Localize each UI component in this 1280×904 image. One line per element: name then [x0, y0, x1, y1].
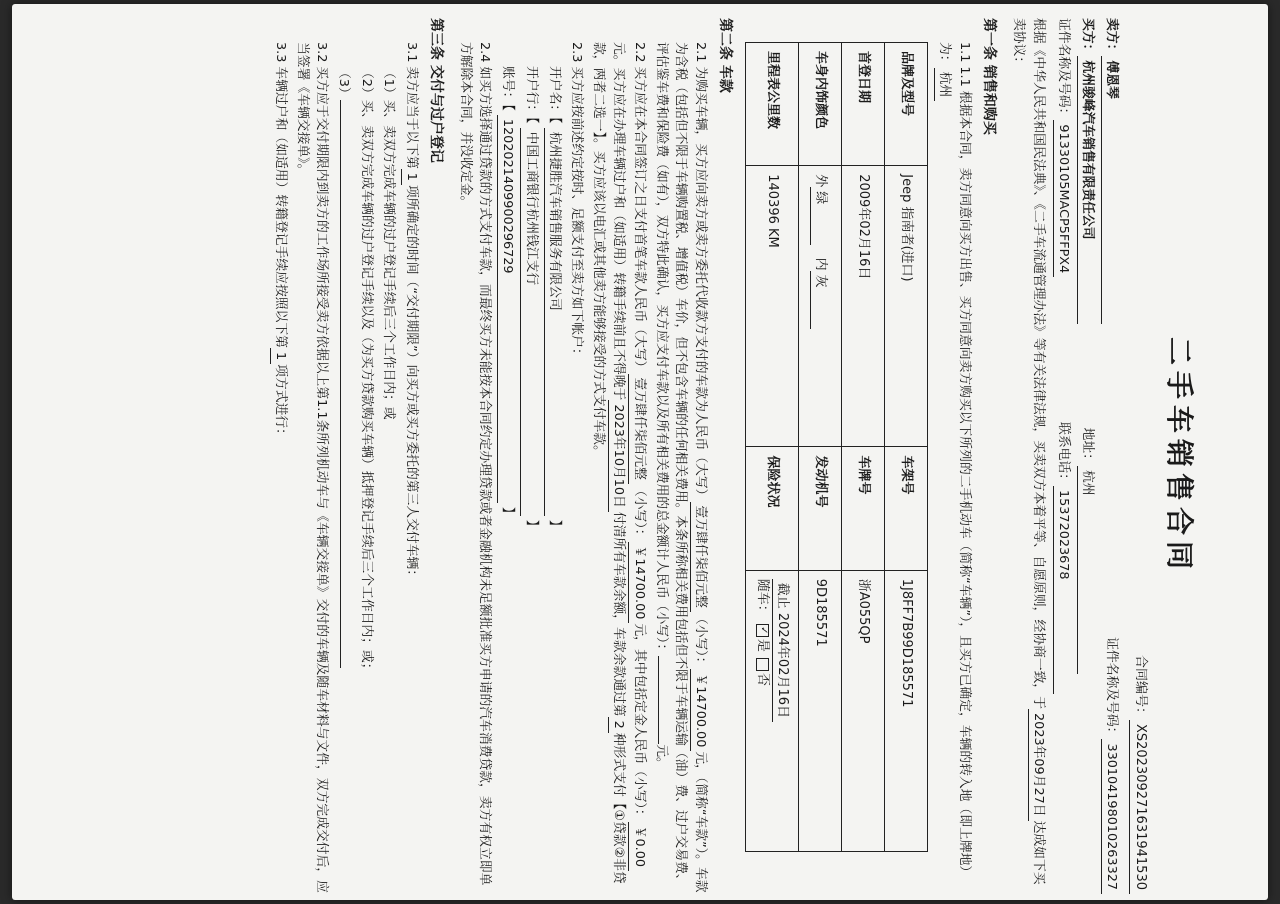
clause-3-1-option-2: （2）买、卖双方完成车辆的过户登记手续以及（为买方贷款购买车辆）抵押登记手续后三个工作日内；或； — [358, 66, 374, 676]
contract-document — [40, 18, 1200, 894]
clause-2-4: 2.4 如买方选择通过贷款的方式支付车款，而最终买方未能按本合同约定办理贷款或者金融机构未足额批准买方申请的汽车消费贷款，卖方有权立即单方解除本合同，并没收定金。 — [458, 42, 493, 886]
clause-2-3: 2.3 买方应按前述约定按时、足额支付至卖方如下帐户： — [569, 42, 585, 361]
article-2-title: 第二条 车款 — [717, 18, 734, 93]
vehicle-mileage: 140396 KM — [746, 166, 799, 447]
vehicle-color: 外绿 内灰 — [799, 166, 842, 447]
account-number-row: 账号：【 1202021409900296729 】 — [497, 18, 517, 894]
vehicle-info-table: 品牌及型号 Jeep 指南者(进口) 车架号 1J8FF7B99D185571 首登日期 2009年02月16日 车牌号 浙A055QP 车身内饰颜色 外绿 内灰 发动机号 9D185571 里程表公里数 140396 KM 保险状况 截止 2024年02月16日 随车： ✓是 否 — [745, 42, 928, 852]
buyer-row: 买方：杭州骏峰汽车销售有限责任公司 地址：杭州 — [1075, 18, 1099, 894]
clause-3-3: 3.3 车辆过户和（如适用）转籍登记手续应按照以下第1项方式进行： — [270, 18, 290, 894]
seller-name: 傅恩琴 — [1101, 56, 1121, 324]
vehicle-insurance: 截止 2024年02月16日 随车： ✓是 否 — [746, 570, 799, 851]
seller-id: 330104198010263327 — [1101, 739, 1121, 894]
buyer-name: 杭州骏峰汽车销售有限责任公司 — [1077, 56, 1097, 324]
vehicle-plate: 浙A055QP — [842, 570, 885, 851]
clause-1-1: 1.1 1.1 根据本合同，卖方同意向买方出售、买方同意向卖方购买以下所列的二手机动车（简称“车辆”），且买方已确定，车辆的转入地（即上牌地）为：杭州 — [934, 18, 973, 894]
document-title: 二手车销售合同 — [1163, 336, 1196, 575]
buyer-address: 杭州 — [1077, 466, 1097, 674]
buyer-phone: 15372023678 — [1053, 486, 1073, 694]
clause-2-1: 2.1 为购买车辆，买方应向卖方或卖方委托代收款方支付的车款为人民币（大写）壹万肆仟柒佰元整（小写）：￥14700.00元，（简称“车款”）。车款为含税（包括但不限于车辆购置税、增值税）车价，但不包含车辆的任何相关费用。本条所称相关费用包括但不限于车辆运输（油）费、过户交易费、评估鉴车费和保险费（如有），双方特此确认，买方应支付车款以及所有相关费用的总金额计人民币（小写）：元。 — [653, 42, 709, 893]
article-3-title: 第三条 交付与过户登记 — [427, 18, 444, 163]
buyer-id: 91330105MACP5FFPX4 — [1053, 120, 1073, 277]
clause-3-1: 3.1 卖方应当于以下第1项所确定的时间（“交付期限”）向买方或买方委托的第三人交付车辆： — [401, 18, 421, 894]
buyer-id-row: 证件名称及号码：91330105MACP5FFPX4 联系电话：15372023678 — [1051, 18, 1075, 894]
vehicle-engine-no: 9D185571 — [799, 570, 842, 851]
clause-3-1-option-3: （3） — [334, 18, 353, 894]
clause-2-2: 2.2 买方应在本合同签订之日支付首笔车款人民币（大写）壹万肆仟柒佰元整（小写）：￥14700.00元，其中包括定金人民币（小写）：￥0.00元。买方应在办理车辆过户和（如适用）转籍手续前且不得晚于2023年10月10日付清所有车款余额，车款余款通过第2种形式支付【①贷款②非贷款，两者二选一】。买方应该以电汇或其他卖方能够接受的方式支付车款。 — [591, 42, 647, 884]
article-1-title: 第一条 销售和购买 — [980, 18, 997, 135]
contract-number: 合同编号：XS20230927163194153​0 — [1130, 18, 1151, 894]
vehicle-brand: Jeep 指南者(进口) — [885, 166, 928, 447]
insurance-yes-checkbox: ✓ — [756, 624, 769, 637]
preamble: 根据《中华人民共和国民法典》、《二手车流通管理办法》等有关法律法规，买卖双方本着平等、自愿原则，经协商一致，于2023年09月27日达成如下买卖协议： — [1010, 18, 1046, 885]
bank-row: 开户行：【 中国工商银行杭州钱江支行 】 — [521, 18, 541, 894]
account-name-row: 开户名：【 杭州捷胜汽车销售服务有限公司 】 — [544, 18, 564, 894]
seller-row: 卖方：傅恩琴 证件名称及号码：330104198010263327 — [1099, 18, 1123, 894]
clause-3-1-option-1: （1）买、卖双方完成车辆的过户登记手续后三个工作日内；或 — [380, 66, 396, 420]
vehicle-registration-date: 2009年02月16日 — [842, 166, 885, 447]
clause-3-2: 3.2 买方应于交付期限内到卖方的工作场所接受卖方依据以上第1.1条所列机动车与《车辆交接单》交付的车辆及随车材料与文件，双方完成交付后，应当签署《车辆交接单》。 — [295, 42, 330, 893]
vehicle-vin: 1J8FF7B99D185571 — [885, 570, 928, 851]
insurance-no-checkbox — [756, 658, 769, 671]
paper-sheet — [12, 4, 1268, 900]
